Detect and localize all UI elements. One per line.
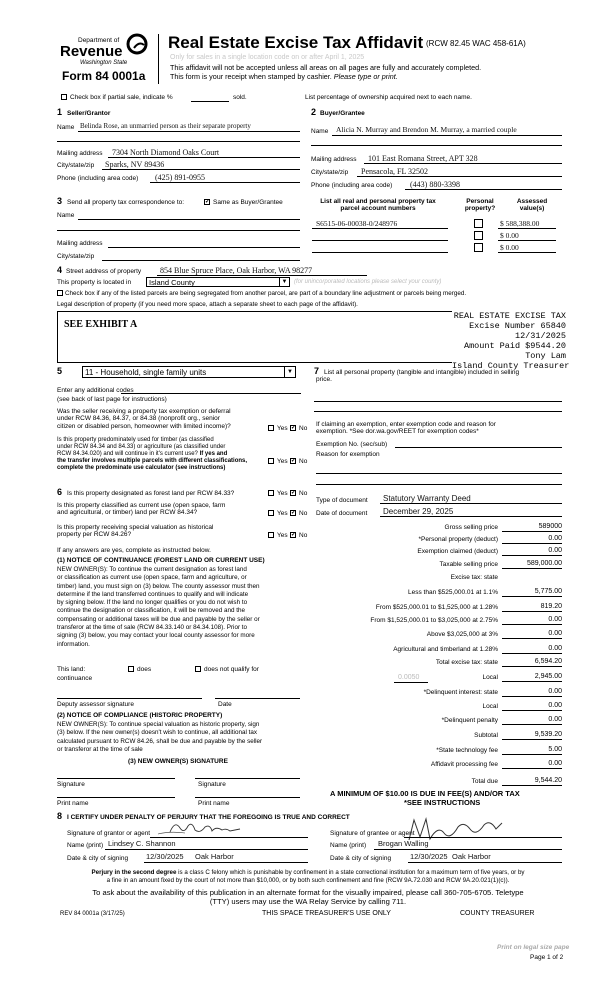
doc-date: December 29, 2025 bbox=[383, 507, 454, 516]
grantee-name: Brogan Walling bbox=[378, 839, 429, 848]
tax-row-value: 5.00 bbox=[548, 746, 562, 753]
current-use-yes-label: Yes bbox=[277, 510, 288, 517]
partial-sale-label: Check box if partial sale, indicate % bbox=[70, 94, 173, 101]
notice2-title: (2) NOTICE OF COMPLIANCE (HISTORIC PROPERTY) bbox=[57, 712, 223, 719]
tax-row-value: 0.00 bbox=[548, 616, 562, 623]
section3-addr-label: Mailing address bbox=[57, 240, 103, 247]
new-owner-signature-title: (3) NEW OWNER(S) SIGNATURE bbox=[128, 758, 228, 765]
section8-num: 8 bbox=[57, 811, 63, 821]
timber-no-checkbox[interactable]: ✓ bbox=[291, 458, 297, 464]
tax-row-label: *Delinquent interest: state bbox=[423, 689, 498, 696]
seller-title: Seller/Grantor bbox=[67, 110, 111, 117]
segregated-label: Check box if any of the listed parcels are being segregated from another parcel, are part of a boundary line adjustment or parcels being merged. bbox=[65, 290, 467, 297]
tax-row-value: 0.00 bbox=[548, 702, 562, 709]
forest-yes-checkbox[interactable] bbox=[268, 490, 274, 496]
section3-name-label: Name bbox=[57, 212, 75, 219]
forest-yes-label: Yes bbox=[277, 490, 288, 497]
treasurer-stamp: REAL ESTATE EXCISE TAX Excise Number 65840 12/31/2025 Amount Paid $9544.20 Tony Lam Island County Treasurer bbox=[452, 311, 570, 371]
tax-row-label: From $1,525,000.01 to $3,025,000 at 2.75% bbox=[370, 617, 498, 624]
tax-row-value: 819.20 bbox=[540, 603, 562, 610]
grantee-name-label: Name (print) bbox=[330, 842, 367, 849]
chevron-down-icon: ▼ bbox=[279, 278, 289, 287]
continuance-label: continuance bbox=[57, 675, 93, 682]
exemption-no-label: No bbox=[299, 425, 308, 432]
current-use-no-checkbox[interactable]: ✓ bbox=[291, 510, 297, 516]
personal-property-label: List all personal property (tangible and intangible) included in selling price. bbox=[316, 369, 520, 384]
legal-paper-note: Print on legal size pape bbox=[497, 944, 570, 951]
grantee-date-label: Date & city of signing bbox=[330, 855, 392, 862]
assessed-value-2: $ 0.00 bbox=[500, 231, 519, 240]
revision-label: REV 84 0001a (3/17/25) bbox=[60, 911, 125, 917]
buyer-city: Pensacola, FL 32502 bbox=[361, 167, 429, 176]
seller-addr: 7304 North Diamond Oaks Court bbox=[112, 148, 220, 157]
street-address-label: Street address of property bbox=[66, 268, 142, 275]
notice1-text: NEW OWNER(S): To continue the current designation as forest land or classification as current use (open space, farm and agriculture, or timber) land, you must sign on (3) below. The county assessor must then determine if the land transferred continues to qualify and will indicate by signing below. If the land no longer qualifies or you do not wish to continue the designation or classification, it will be removed and the compensating or additional taxes will be due and payable by the seller or transferor at the time of sale (RCW 84.33.140 or 84.34.108). Prior to signing (3) below, you may contact your local county assessor for more information. bbox=[57, 566, 260, 648]
county-treasurer-label: COUNTY TREASURER bbox=[460, 910, 535, 917]
tax-row-label: *State technology fee bbox=[436, 747, 498, 754]
grantor-signature-label: Signature of grantor or agent bbox=[67, 830, 151, 837]
exemption-no-checkbox[interactable]: ✓ bbox=[291, 425, 297, 431]
grantee-city: Oak Harbor bbox=[452, 852, 491, 861]
notice1-title: (1) NOTICE OF CONTINUANCE (FOREST LAND OR CURRENT USE) bbox=[57, 557, 265, 564]
tax-row-value: 0.00 bbox=[548, 760, 562, 767]
grantor-city: Oak Harbor bbox=[195, 852, 234, 861]
grantee-date: 12/30/2025 bbox=[410, 852, 448, 861]
section3-label: Send all property tax correspondence to: bbox=[67, 199, 185, 206]
does-not-checkbox[interactable] bbox=[195, 666, 201, 672]
tax-row-label: *Personal property (deduct) bbox=[418, 536, 498, 543]
assessed-value-1: $ 588,388.00 bbox=[500, 219, 540, 228]
tax-row-label: Affidavit processing fee bbox=[430, 761, 498, 768]
tax-row-label: *Delinquent penalty bbox=[441, 717, 498, 724]
doc-type-label: Type of document bbox=[316, 497, 368, 504]
additional-codes-note: (see back of last page for instructions) bbox=[57, 396, 167, 403]
buyer-phone-label: Phone (including area code) bbox=[311, 182, 393, 189]
forest-question: Is this property designated as forest land per RCW 84.33? bbox=[67, 490, 235, 497]
section5-num: 5 bbox=[57, 366, 63, 376]
tax-row-label: Exemption claimed (deduct) bbox=[417, 548, 498, 555]
chevron-down-icon: ▼ bbox=[284, 367, 295, 378]
seller-addr-label: Mailing address bbox=[57, 150, 103, 157]
historic-yes-label: Yes bbox=[277, 532, 288, 539]
tax-row-label: Excise tax: state bbox=[450, 574, 498, 581]
seller-name-label: Name bbox=[57, 124, 75, 131]
alternate-format-notice: To ask about the availability of this publication in an alternate format for the visually impaired, please call 360-705-6705. Teletype (TTY) users may use the WA Relay Service by calling 711. bbox=[92, 888, 524, 906]
faded-note: Only for sales in a single location code on or after April 1, 2025 bbox=[170, 54, 365, 61]
tax-row-value: 0.00 bbox=[548, 645, 562, 652]
grantor-name-label: Name (print) bbox=[67, 842, 104, 849]
section3-city-label: City/state/zip bbox=[57, 253, 95, 260]
exemption-yes-checkbox[interactable] bbox=[268, 425, 274, 431]
historic-question: Is this property receiving special valuation as historical property per RCW 84.26? bbox=[57, 524, 214, 539]
does-checkbox[interactable] bbox=[128, 666, 134, 672]
exemption-yes-label: Yes bbox=[277, 425, 288, 432]
historic-yes-checkbox[interactable] bbox=[268, 532, 274, 538]
revenue-logo-icon bbox=[126, 33, 148, 55]
personal-property-checkbox-1[interactable] bbox=[474, 219, 483, 228]
seller-phone: (425) 891-0955 bbox=[155, 173, 205, 182]
owner-signature-label-1: Signature bbox=[57, 781, 85, 788]
personal-property-header: Personal property? bbox=[464, 198, 496, 213]
tax-row-value: 589,000.00 bbox=[526, 560, 562, 567]
certify-text: I CERTIFY UNDER PENALTY OF PERJURY THAT THE FOREGOING IS TRUE AND CORRECT bbox=[67, 814, 350, 821]
owner-print-name-label-2: Print name bbox=[198, 800, 230, 807]
exemption-claim-label: If claiming an exemption, enter exemption code and reason for exemption. *See dor.wa.gov/REET for exemption codes* bbox=[316, 421, 496, 436]
header-note1: This affidavit will not be accepted unless all areas on all pages are fully and accurately completed. bbox=[170, 63, 482, 72]
section1-num: 1 bbox=[57, 107, 63, 117]
buyer-name: Alicia N. Murray and Brendon M. Murray, a married couple bbox=[336, 125, 517, 134]
does-not-label: does not qualify for bbox=[204, 666, 259, 673]
tax-row-label: From $525,000.01 to $1,525,000 at 1.28% bbox=[375, 604, 498, 611]
header-note2: This form is your receipt when stamped by cashier. Please type or print. bbox=[170, 72, 398, 81]
grantor-signature bbox=[150, 818, 260, 838]
parcel-header: List all real and personal property tax parcel account numbers bbox=[320, 198, 436, 213]
personal-property-checkbox-2[interactable] bbox=[474, 231, 483, 240]
county-select[interactable]: Island County ▼ bbox=[146, 277, 290, 287]
section2-num: 2 bbox=[311, 107, 317, 117]
current-use-no-label: No bbox=[299, 510, 308, 517]
seller-name: Belinda Rose, an unmarried person as their separate property bbox=[80, 122, 251, 130]
this-land-label: This land: bbox=[57, 666, 86, 673]
use-code-select[interactable]: 11 - Household, single family units ▼ bbox=[82, 366, 296, 378]
seller-phone-label: Phone (including area code) bbox=[57, 175, 139, 182]
buyer-addr: 101 East Romana Street, APT 328 bbox=[368, 154, 478, 163]
grantor-date: 12/30/2025 bbox=[146, 852, 184, 861]
historic-no-checkbox[interactable]: ✓ bbox=[291, 532, 297, 538]
exemption-number-label: Exemption No. (sec/sub) bbox=[316, 441, 388, 448]
tax-row-label: Total due bbox=[471, 778, 498, 785]
doc-date-label: Date of document bbox=[316, 510, 368, 517]
form-number: Form 84 0001a bbox=[62, 69, 146, 83]
deputy-date-label: Date bbox=[218, 701, 232, 708]
tax-row-value: 9,539.20 bbox=[534, 731, 562, 738]
buyer-name-label: Name bbox=[311, 128, 329, 135]
legal-description-label: Legal description of property (if you need more space, attach a separate sheet to each page of the affidavit). bbox=[57, 301, 358, 308]
buyer-addr-label: Mailing address bbox=[311, 156, 357, 163]
tax-row-value: 5,775.00 bbox=[534, 588, 562, 595]
if-any-yes: If any answers are yes, complete as instructed below. bbox=[57, 547, 211, 554]
tax-row-value: 9,544.20 bbox=[534, 777, 562, 784]
dept-line1: Department of bbox=[78, 37, 120, 44]
buyer-phone: (443) 880-3398 bbox=[410, 180, 460, 189]
notice2-text: NEW OWNER(S): To continue special valuation as historic property, sign (3) below. If the new owner(s) doesn't wish to continue, all additional tax calculated pursuant to RCW 84.26, shall be due and payable by the seller or transferor at the time of sale bbox=[57, 721, 263, 753]
does-label: does bbox=[137, 666, 152, 673]
minimum-due: A MINIMUM OF $10.00 IS DUE IN FEE(S) AND/OR TAX bbox=[330, 789, 520, 798]
seller-city-label: City/state/zip bbox=[57, 162, 95, 169]
current-use-question: Is this property classified as current use (open space, farm and agricultural, or timber) land per RCW 84.34? bbox=[57, 502, 226, 517]
grantor-date-label: Date & city of signing bbox=[67, 855, 129, 862]
timber-question: Is this property predominately used for timber (as classified under RCW 84.34 and 84.33) or agriculture (as classified under RCW 84.34.020) and will continue in it's current use? If yes and the transfer involves multiple parcels with different classifications, complete the predominate use calculator (see instructions) bbox=[57, 437, 248, 471]
timber-yes-checkbox[interactable] bbox=[268, 458, 274, 464]
treasurer-use-only: THIS SPACE TREASURER'S USE ONLY bbox=[262, 910, 391, 917]
county-hint: (for unincorporated locations please select your county) bbox=[294, 279, 442, 285]
tax-row-label: Subtotal bbox=[474, 732, 498, 739]
page-title: Real Estate Excise Tax Affidavit bbox=[168, 33, 424, 52]
buyer-city-label: City/state/zip bbox=[311, 169, 349, 176]
tax-row-label: Less than $525,000.01 at 1.1% bbox=[408, 589, 498, 596]
seller-city: Sparks, NV 89436 bbox=[105, 160, 165, 169]
forest-no-checkbox[interactable]: ✓ bbox=[291, 490, 297, 496]
historic-no-label: No bbox=[299, 532, 308, 539]
local-rate: 0.0050 bbox=[398, 674, 420, 681]
tax-row-value: 2,945.00 bbox=[534, 673, 562, 680]
tax-row-label: Local bbox=[482, 703, 498, 710]
dept-logo-text: Revenue bbox=[60, 43, 123, 60]
section6-num: 6 bbox=[57, 487, 63, 497]
section4-num: 4 bbox=[57, 265, 63, 275]
ownership-note: List percentage of ownership acquired next to each name. bbox=[305, 94, 472, 101]
tax-row-label: Taxable selling price bbox=[439, 561, 498, 568]
timber-no-label: No bbox=[299, 458, 308, 465]
current-use-yes-checkbox[interactable] bbox=[268, 510, 274, 516]
tax-row-label: Local bbox=[482, 674, 498, 681]
grantor-name: Lindsey C. Shannon bbox=[108, 839, 176, 848]
tax-row-label: Agricultural and timberland at 1.28% bbox=[393, 646, 498, 653]
see-instructions: *SEE INSTRUCTIONS bbox=[404, 798, 481, 807]
grantee-signature-label: Signature of grantee or agent bbox=[330, 830, 415, 837]
tax-row-label: Above $3,025,000 at 3% bbox=[426, 631, 498, 638]
section7-num: 7 bbox=[314, 366, 320, 376]
parcel-number-1: S6515-06-00038-0/248976 bbox=[316, 219, 398, 228]
doc-type: Statutory Warranty Deed bbox=[383, 494, 471, 503]
legal-description: SEE EXHIBIT A bbox=[64, 319, 138, 330]
title-rcw: (RCW 82.45 WAC 458-61A) bbox=[426, 39, 526, 48]
page-number: Page 1 of 2 bbox=[530, 954, 564, 961]
same-as-buyer-checkbox[interactable]: ✓ bbox=[205, 199, 211, 205]
tax-row-value: 0.00 bbox=[548, 716, 562, 723]
additional-codes-label: Enter any additional codes bbox=[57, 387, 134, 394]
perjury-notice: Perjury in the second degree is a class C felony which is punishable by confinement in a state correctional institution for a maximum term of five years, or by a fine in an amount fixed by the court of not more than $10,000, or by both such confinement and fine (RCW 9A.72.030 and RCW 9A.20.021(1)(c)). bbox=[91, 869, 525, 884]
exemption-question: Was the seller receiving a property tax exemption or deferral under RCW 84.36, 84.37, or 84.38 (nonprofit org., senior citizen or disabled person, homeowner with limited income)? bbox=[57, 408, 231, 430]
assessed-value-header: Assessed value(s) bbox=[516, 198, 548, 213]
tax-row-value: 0.00 bbox=[548, 535, 562, 542]
partial-sale-checkbox[interactable] bbox=[61, 94, 67, 100]
assessed-value-3: $ 0.00 bbox=[500, 243, 519, 252]
tax-row-value: 589000 bbox=[538, 523, 562, 530]
property-street: 854 Blue Spruce Place, Oak Harbor, WA 98277 bbox=[160, 266, 313, 275]
tax-row-value: 0.00 bbox=[548, 688, 562, 695]
located-in-label: This property is located in bbox=[57, 279, 132, 286]
owner-signature-label-2: Signature bbox=[198, 781, 226, 788]
exemption-reason-label: Reason for exemption bbox=[316, 451, 380, 458]
deputy-signature-label: Deputy assessor signature bbox=[57, 701, 134, 708]
forest-no-label: No bbox=[299, 490, 308, 497]
dept-line3: Washington State bbox=[80, 60, 128, 66]
owner-print-name-label-1: Print name bbox=[57, 800, 89, 807]
timber-yes-label: Yes bbox=[277, 458, 288, 465]
same-as-buyer-label: Same as Buyer/Grantee bbox=[213, 199, 283, 206]
section3-num: 3 bbox=[57, 196, 63, 206]
tax-row-label: Total excise tax: state bbox=[435, 659, 498, 666]
tax-row-value: 0.00 bbox=[548, 547, 562, 554]
partial-sale-sold: sold. bbox=[233, 94, 247, 101]
tax-row-label: Gross selling price bbox=[444, 524, 498, 531]
buyer-title: Buyer/Grantee bbox=[320, 110, 365, 117]
personal-property-checkbox-3[interactable] bbox=[474, 243, 483, 252]
tax-row-value: 0.00 bbox=[548, 630, 562, 637]
segregated-checkbox[interactable] bbox=[57, 290, 63, 296]
tax-row-value: 6,594.20 bbox=[534, 658, 562, 665]
